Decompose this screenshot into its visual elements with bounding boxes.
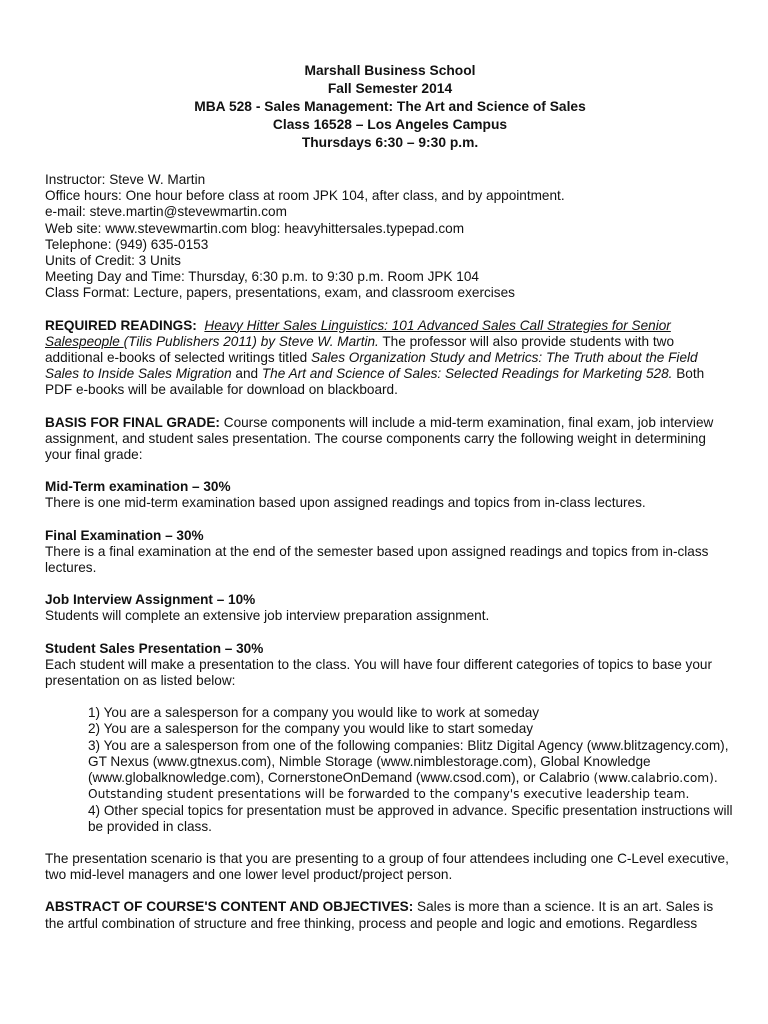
component-title: Student Sales Presentation – 30% [45,640,264,656]
component-title: Final Examination – 30% [45,527,204,543]
component-final [45,528,735,577]
component-midterm [45,479,735,511]
grade-label: BASIS FOR FINAL GRADE: [45,414,220,430]
course-abstract [45,899,735,931]
class-schedule: Thursdays 6:30 – 9:30 p.m. [301,135,479,150]
readings-text-2: Both PDF e-books will be available for download on blackboard. [45,366,705,398]
abstract-label: ABSTRACT OF COURSE'S CONTENT AND OBJECTIVES: [45,899,414,915]
component-title: Mid-Term examination – 30% [45,479,231,495]
topic-3-text-continued: (www.calabrio.com). Outstanding student presentations will be forwarded to the company's executive leadership team. [88,771,718,802]
class-line: Class 16528 – Los Angeles Campus [272,117,508,132]
readings-text-1: The professor will also provide students with two additional e-books of selected writings titled [45,333,675,366]
topic-3-text: 3) You are a salesperson from one of the following companies: Blitz Digital Agency (www.blitzagency.com), GT Nexus (www.gtnexus.com), Nimble Storage (www.nimblestorage.com), Global Knowledge (www.globalknowledge.com), CornerstoneOnDemand (www.csod.com), or Calabrio [88,737,729,786]
component-text: There is a final examination at the end of the semester based upon assigned readings and topics from in-class lectures. [45,543,709,576]
list-item [88,738,735,803]
presentation-scenario: The presentation scenario is that you are presenting to a group of four attendees including one C-Level executive, two mid-level managers and one lower level product/project person. [45,850,729,883]
list-item: 2) You are a salesperson for the company you would like to start someday [88,721,534,737]
school-name: Marshall Business School [304,63,476,78]
instructor: Instructor: Steve W. Martin [45,172,206,187]
meeting-time: Meeting Day and Time: Thursday, 6:30 p.m. to 9:30 p.m. Room JPK 104 [45,269,479,285]
component-text: Students will complete an extensive job interview preparation assignment. [45,608,490,624]
list-item: 4) Other special topics for presentation must be approved in advance. Specific presentation instructions will be provided in class. [88,802,733,834]
component-text: Each student will make a presentation to the class. You will have four different categories of topics to base your presentation on as listed below: [45,656,712,689]
topic-list [88,705,735,835]
basis-for-grade [45,415,735,464]
component-title: Job Interview Assignment – 10% [45,592,256,608]
office-hours: Office hours: One hour before class at room JPK 104, after class, and by appointment. [45,188,565,204]
required-readings [45,318,735,399]
email: e-mail: steve.martin@stevewmartin.com [45,204,287,220]
syllabus-header [45,62,735,152]
telephone: Telephone: (949) 635-0153 [45,236,209,252]
grade-text: Course components will include a mid-term examination, final exam, job interview assignment, and student sales presentation. The course components carry the following weight in determining your final grade: [45,414,714,463]
component-text: There is one mid-term examination based upon assigned readings and topics from in-class lectures. [45,495,646,511]
ebook-1-title: Sales Organization Study and Metrics: The Truth about the Field Sales to Inside Sales Migration [45,350,698,382]
class-format: Class Format: Lecture, papers, presentations, exam, and classroom exercises [45,285,515,301]
course-info [45,172,735,302]
course-title: MBA 528 - Sales Management: The Art and Science of Sales [194,99,586,114]
semester: Fall Semester 2014 [327,81,453,96]
units-of-credit: Units of Credit: 3 Units [45,253,181,269]
syllabus-page [45,62,735,932]
ebook-2-title: The Art and Science of Sales: Selected Readings for Marketing 528. [261,366,673,382]
component-job-interview [45,592,735,624]
website: Web site: www.stevewmartin.com blog: heavyhittersales.typepad.com [45,220,465,236]
book-title: Heavy Hitter Sales Linguistics: 101 Advanced Sales Call Strategies for Senior Salespeople [45,317,671,349]
book-publisher: (Tilis Publishers 2011) by Steve W. Martin. [123,333,379,349]
readings-and: and [231,366,262,382]
list-item: 1) You are a salesperson for a company you would like to work at someday [88,705,540,721]
abstract-text: Sales is more than a science. It is an art. Sales is the artful combination of structure and free thinking, process and people and logic and emotions. Regardless [45,899,714,931]
readings-label: REQUIRED READINGS: [45,317,197,333]
component-presentation [45,641,735,690]
